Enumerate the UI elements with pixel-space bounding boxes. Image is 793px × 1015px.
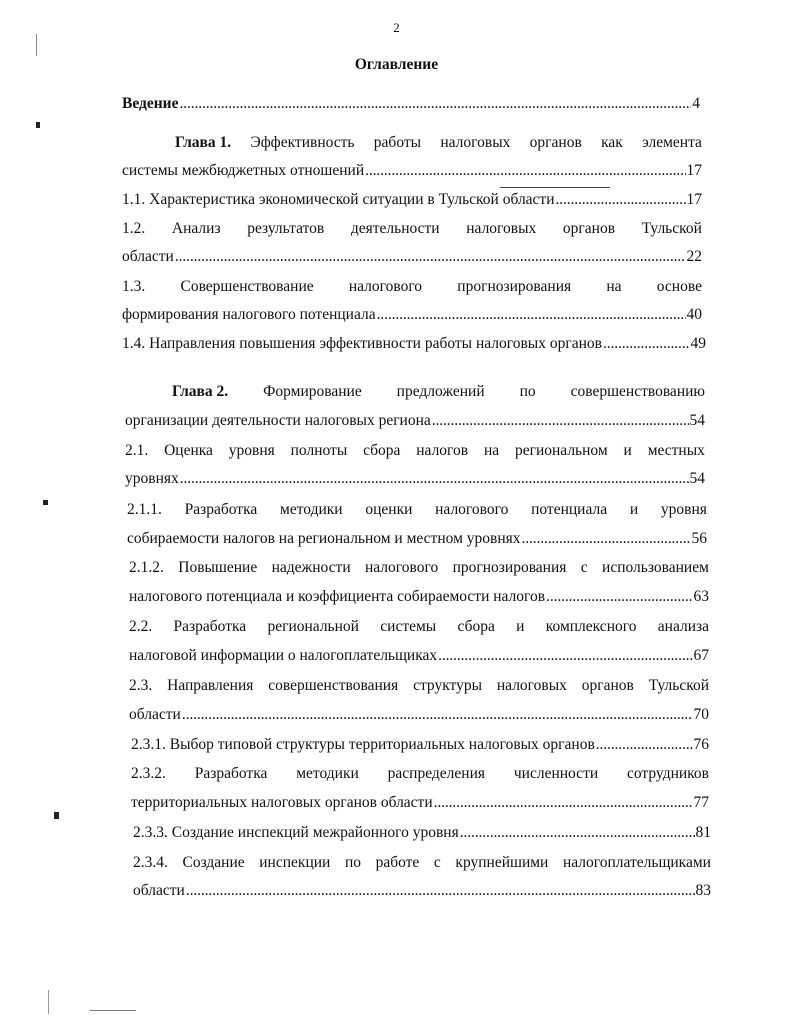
scan-mark: [36, 34, 37, 56]
toc-word: налогового: [365, 559, 439, 576]
toc-word: Направления: [167, 677, 254, 694]
toc-entry-2-1-line2[interactable]: [125, 469, 705, 489]
toc-page: 83: [695, 882, 711, 899]
toc-page: 40: [686, 306, 702, 323]
toc-word: надежности: [271, 559, 351, 576]
toc-word: региональном: [514, 442, 608, 459]
toc-entry-2-1-1-line1[interactable]: [127, 500, 707, 520]
toc-entry-2-1-2-line2[interactable]: [129, 587, 709, 607]
leader-dots: [180, 469, 689, 489]
toc-label: организации деятельности налоговых региона: [125, 412, 431, 429]
toc-label: собираемости налогов на региональном и местном уровнях: [127, 530, 521, 547]
toc-word: Разработка: [173, 618, 247, 635]
toc-word: региональной: [267, 618, 359, 635]
toc-word: совершенствованию: [570, 383, 705, 400]
toc-word: и: [629, 501, 639, 518]
toc-entry-chapter-1-line2[interactable]: [122, 161, 702, 181]
scan-mark: [48, 990, 49, 1014]
toc-word: и: [623, 442, 632, 459]
toc-page: 81: [695, 824, 711, 841]
toc-word: результатов: [247, 220, 325, 237]
toc-page: 63: [693, 588, 709, 605]
toc-word: сотрудников: [627, 765, 709, 782]
toc-word: анализа: [657, 618, 709, 635]
leader-dots: [182, 705, 693, 725]
toc-entry-2-3-4-line2[interactable]: [133, 881, 711, 901]
toc-word: Глава 1.: [175, 134, 232, 151]
toc-page: 70: [693, 706, 709, 723]
toc-entry-2-2-line2[interactable]: [129, 646, 709, 666]
toc-word: по: [519, 383, 536, 400]
toc-word: налоговых: [440, 134, 511, 151]
toc-word: 1.3.: [122, 278, 146, 295]
toc-entry-2-3-line2[interactable]: [129, 705, 709, 725]
toc-word: распределения: [387, 765, 486, 782]
toc-word: органов: [562, 220, 616, 237]
toc-word: налоговых: [466, 220, 537, 237]
toc-word: Тульской: [648, 677, 709, 694]
toc-word: налогов: [416, 442, 469, 459]
toc-word: потенциала: [531, 501, 608, 518]
leader-dots: [179, 94, 691, 114]
leader-dots: [546, 587, 692, 607]
page-number: 2: [393, 20, 400, 35]
toc-word: на: [483, 442, 500, 459]
toc-word: Оценка: [164, 442, 213, 459]
toc-word: использованием: [602, 559, 709, 576]
toc-word: Совершенствование: [180, 278, 314, 295]
toc-word: с: [580, 559, 588, 576]
leader-dots: [434, 793, 693, 813]
scan-mark: [54, 812, 59, 819]
toc-word: основе: [656, 278, 702, 295]
toc-word: элемента: [642, 134, 702, 151]
toc-word: деятельности: [350, 220, 440, 237]
toc-word: 2.2.: [129, 618, 153, 635]
toc-word: Формирование: [263, 383, 362, 400]
toc-label: области: [129, 706, 181, 723]
toc-label: уровнях: [125, 470, 179, 487]
toc-page: 54: [689, 470, 705, 487]
toc-page: 17: [686, 191, 702, 208]
toc-word: комплексного: [545, 618, 637, 635]
toc-word: налоговых: [496, 677, 567, 694]
leader-dots: [438, 646, 692, 666]
toc-entry-2-1-1-line2[interactable]: [127, 529, 707, 549]
toc-word: сбора: [457, 618, 495, 635]
toc-word: прогнозирования: [452, 559, 567, 576]
toc-label: налоговой информации о налогоплательщиках: [129, 647, 438, 664]
toc-word: структуры: [413, 677, 483, 694]
toc-word: 2.1.2.: [129, 559, 164, 576]
toc-entry-2-3-1[interactable]: [131, 735, 709, 755]
toc-label: системы межбюджетных отношений: [122, 162, 365, 179]
toc-word: оценки: [365, 501, 413, 518]
toc-label: области: [133, 882, 185, 899]
toc-word: по: [344, 854, 361, 871]
toc-word: Создание: [182, 854, 245, 871]
toc-word: методики: [296, 765, 359, 782]
toc-word: работы: [373, 134, 422, 151]
toc-word: уровня: [228, 442, 275, 459]
toc-word: Глава 2.: [172, 383, 229, 400]
toc-word: сбора: [363, 442, 401, 459]
toc-word: органов: [529, 134, 582, 151]
toc-page: 76: [693, 736, 709, 753]
toc-label: Ведение: [122, 95, 179, 112]
toc-word: 2.1.1.: [127, 501, 162, 518]
toc-word: местных: [647, 442, 705, 459]
toc-word: налогоплательщиками: [562, 854, 711, 871]
scan-mark: [36, 122, 40, 128]
toc-page: 22: [686, 248, 702, 265]
toc-word: Разработка: [184, 501, 258, 518]
leader-dots: [432, 411, 689, 431]
toc-entry-chapter-2-line1[interactable]: [172, 382, 705, 402]
toc-label: 1.4. Направления повышения эффективности работы налоговых органов: [122, 335, 602, 352]
toc-entry-2-1-line1[interactable]: [125, 441, 705, 461]
leader-dots: [186, 881, 695, 901]
page-title: Оглавление: [354, 56, 439, 73]
toc-word: 2.3.2.: [131, 765, 166, 782]
toc-entry-2-3-2-line1[interactable]: [131, 764, 709, 784]
toc-word: 2.1.: [125, 442, 149, 459]
toc-word: методики: [280, 501, 343, 518]
toc-word: численности: [513, 765, 599, 782]
toc-label: налогового потенциала и коэффициента собираемости налогов: [129, 588, 546, 605]
toc-page: 4: [692, 95, 700, 112]
toc-page: 77: [693, 794, 709, 811]
toc-entry-2-1-2-line1[interactable]: [129, 558, 709, 578]
scan-mark: [43, 500, 48, 505]
toc-entry-2-3-4-line1[interactable]: [133, 853, 711, 873]
toc-label: 1.1. Характеристика экономической ситуации в Тульской области: [122, 191, 555, 208]
toc-label: территориальных налоговых органов области: [131, 794, 433, 811]
toc-entry-1-3-line1[interactable]: [122, 277, 702, 297]
toc-word: предложений: [396, 383, 485, 400]
leader-dots: [556, 190, 686, 210]
toc-page: 54: [689, 412, 705, 429]
toc-label: области: [122, 248, 174, 265]
toc-entry-2-3-2-line2[interactable]: [131, 793, 709, 813]
toc-word: с: [433, 854, 441, 871]
toc-entry-1-1[interactable]: [122, 190, 702, 210]
toc-word: уровня: [660, 501, 707, 518]
toc-word: 2.3.: [129, 677, 153, 694]
toc-word: полноты: [290, 442, 348, 459]
leader-dots: [522, 529, 691, 549]
toc-word: и: [516, 618, 525, 635]
toc-word: работе: [375, 854, 420, 871]
leader-dots: [460, 823, 695, 843]
leader-dots: [603, 334, 690, 354]
toc-word: Тульской: [641, 220, 702, 237]
toc-label: формирования налогового потенциала: [122, 306, 376, 323]
toc-entry-2-3-line1[interactable]: [129, 676, 709, 696]
toc-word: системы: [380, 618, 437, 635]
leader-dots: [365, 161, 685, 181]
toc-word: Разработка: [194, 765, 268, 782]
toc-entry-1-2-line1[interactable]: [122, 219, 702, 239]
toc-page: 56: [691, 530, 707, 547]
leader-dots: [175, 247, 686, 267]
toc-entry-chapter-1-line1[interactable]: [175, 133, 702, 153]
toc-word: совершенствования: [268, 677, 399, 694]
toc-page: 67: [693, 647, 709, 664]
toc-word: 2.3.4.: [133, 854, 168, 871]
toc-word: как: [601, 134, 623, 151]
toc-word: налогового: [348, 278, 423, 295]
toc-word: инспекции: [259, 854, 331, 871]
toc-entry-2-2-line1[interactable]: [129, 617, 709, 637]
toc-label: 2.3.3. Создание инспекций межрайонного уровня: [133, 824, 459, 841]
toc-word: Повышение: [178, 559, 258, 576]
toc-word: Эффективность: [250, 134, 355, 151]
toc-entry-2-3-3[interactable]: [133, 823, 711, 843]
toc-word: крупнейшими: [455, 854, 549, 871]
scan-mark: [500, 187, 610, 188]
scan-mark: [90, 1010, 136, 1011]
leader-dots: [596, 735, 693, 755]
toc-label: 2.3.1. Выбор типовой структуры территориальных налоговых органов: [131, 736, 595, 753]
toc-word: 1.2.: [122, 220, 146, 237]
toc-word: органов: [581, 677, 634, 694]
toc-word: прогнозирования: [457, 278, 572, 295]
toc-word: Анализ: [171, 220, 221, 237]
toc-entry-1-3-line2[interactable]: [122, 305, 702, 325]
toc-page: 17: [686, 162, 702, 179]
toc-entry-chapter-2-line2[interactable]: [125, 411, 705, 431]
leader-dots: [377, 305, 686, 325]
toc-word: налогового: [435, 501, 509, 518]
toc-entry-intro[interactable]: [122, 94, 700, 114]
toc-entry-1-4[interactable]: [122, 334, 706, 354]
toc-page: 49: [690, 335, 706, 352]
toc-entry-1-2-line2[interactable]: [122, 247, 702, 267]
toc-word: на: [606, 278, 622, 295]
